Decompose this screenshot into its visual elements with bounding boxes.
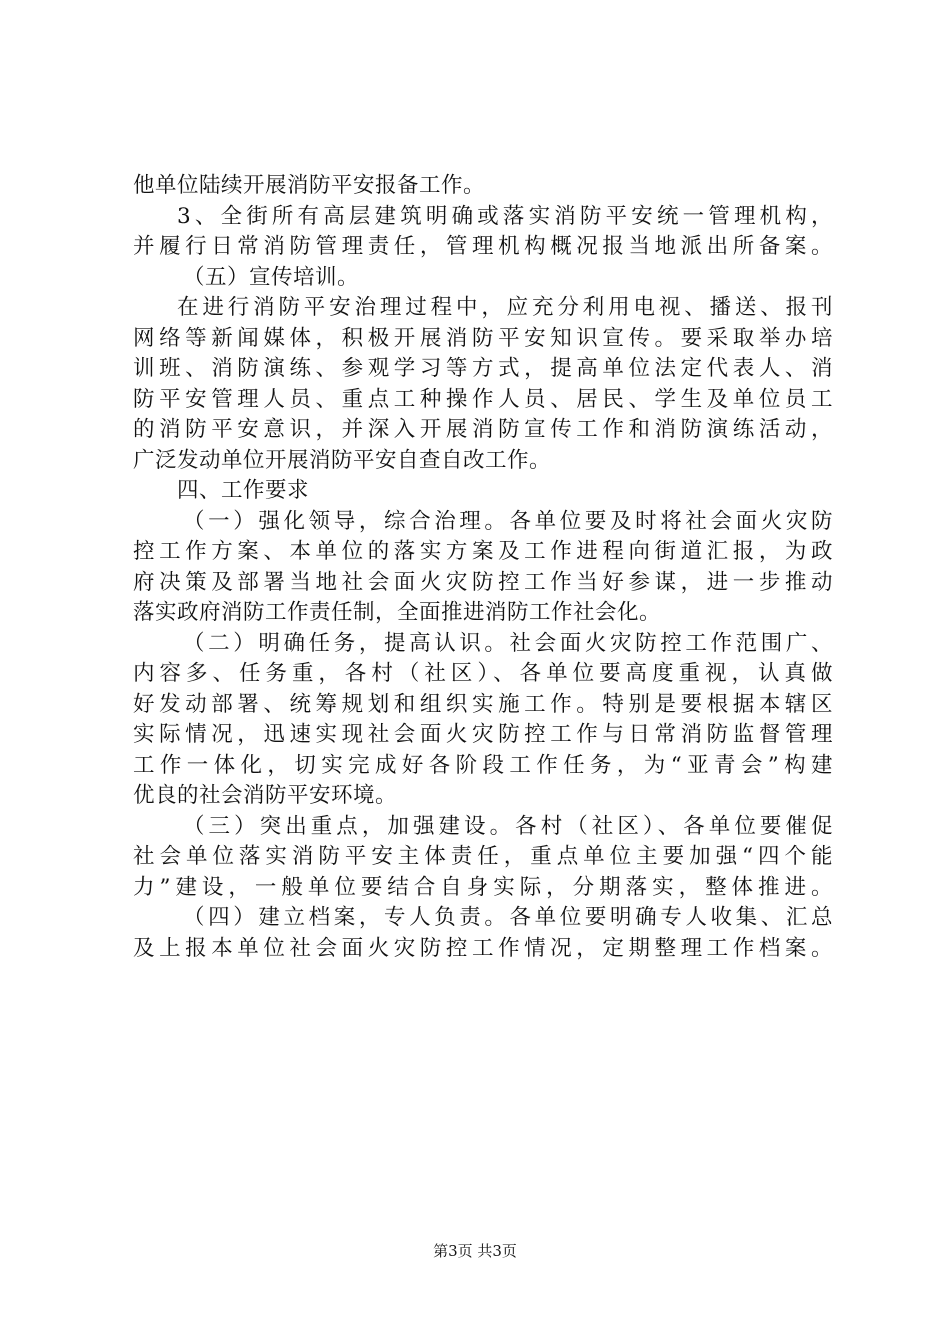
paragraph-line: 网络等新闻媒体，积极开展消防平安知识宣传。要采取举办培 (133, 325, 833, 351)
paragraph-line: 力”建设，一般单位要结合自身实际，分期落实，整体推进。 (133, 874, 833, 900)
paragraph-line: 的消防平安意识，并深入开展消防宣传工作和消防演练活动， (133, 417, 833, 442)
paragraph-line: 3、全街所有高层建筑明确或落实消防平安统一管理机构， (177, 203, 833, 229)
paragraph-line: 好发动部署、统筹规划和组织实施工作。特别是要根据本辖区 (133, 691, 833, 717)
paragraph-line: 工作一体化，切实完成好各阶段工作任务，为“亚青会”构建 (133, 752, 833, 778)
paragraph-line: 在进行消防平安治理过程中，应充分利用电视、播送、报刊 (177, 295, 833, 320)
paragraph-line: 并履行日常消防管理责任，管理机构概况报当地派出所备案。 (133, 234, 833, 259)
paragraph-line: 落实政府消防工作责任制，全面推进消防工作社会化。 (133, 600, 662, 625)
section-heading: 四、工作要求 (177, 478, 310, 503)
paragraph-line: （四）建立档案，专人负责。各单位要明确专人收集、汇总 (183, 905, 833, 930)
paragraph-line: 训班、消防演练、参观学习等方式，提高单位法定代表人、消 (133, 356, 833, 381)
paragraph-line: （二）明确任务，提高认识。社会面火灾防控工作范围广、 (183, 630, 833, 656)
paragraph-line: 优良的社会消防平安环境。 (133, 783, 398, 808)
paragraph-line: 防平安管理人员、重点工种操作人员、居民、学生及单位员工 (133, 386, 833, 412)
page-number-footer: 第3页 共3页 (433, 1242, 517, 1260)
paragraph-line: 府决策及部署当地社会面火灾防控工作当好参谋，进一步推动 (133, 569, 833, 595)
paragraph-line: 内容多、任务重，各村（社区）、各单位要高度重视，认真做 (133, 661, 833, 686)
paragraph-line: （三）突出重点，加强建设。各村（社区）、各单位要催促 (183, 813, 833, 839)
paragraph-line: 控工作方案、本单位的落实方案及工作进程向街道汇报，为政 (133, 539, 833, 564)
paragraph-line: 广泛发动单位开展消防平安自查自改工作。 (133, 447, 552, 473)
section-heading: （五）宣传培训。 (183, 264, 360, 290)
paragraph-line: 实际情况，迅速实现社会面火灾防控工作与日常消防监督管理 (133, 722, 833, 747)
paragraph-line: 及上报本单位社会面火灾防控工作情况，定期整理工作档案。 (133, 935, 833, 961)
paragraph-line: 社会单位落实消防平安主体责任，重点单位主要加强“四个能 (133, 844, 833, 869)
paragraph-line: 他单位陆续开展消防平安报备工作。 (133, 173, 486, 198)
document-body (133, 171, 833, 964)
paragraph-line: （一）强化领导，综合治理。各单位要及时将社会面火灾防 (183, 508, 833, 534)
